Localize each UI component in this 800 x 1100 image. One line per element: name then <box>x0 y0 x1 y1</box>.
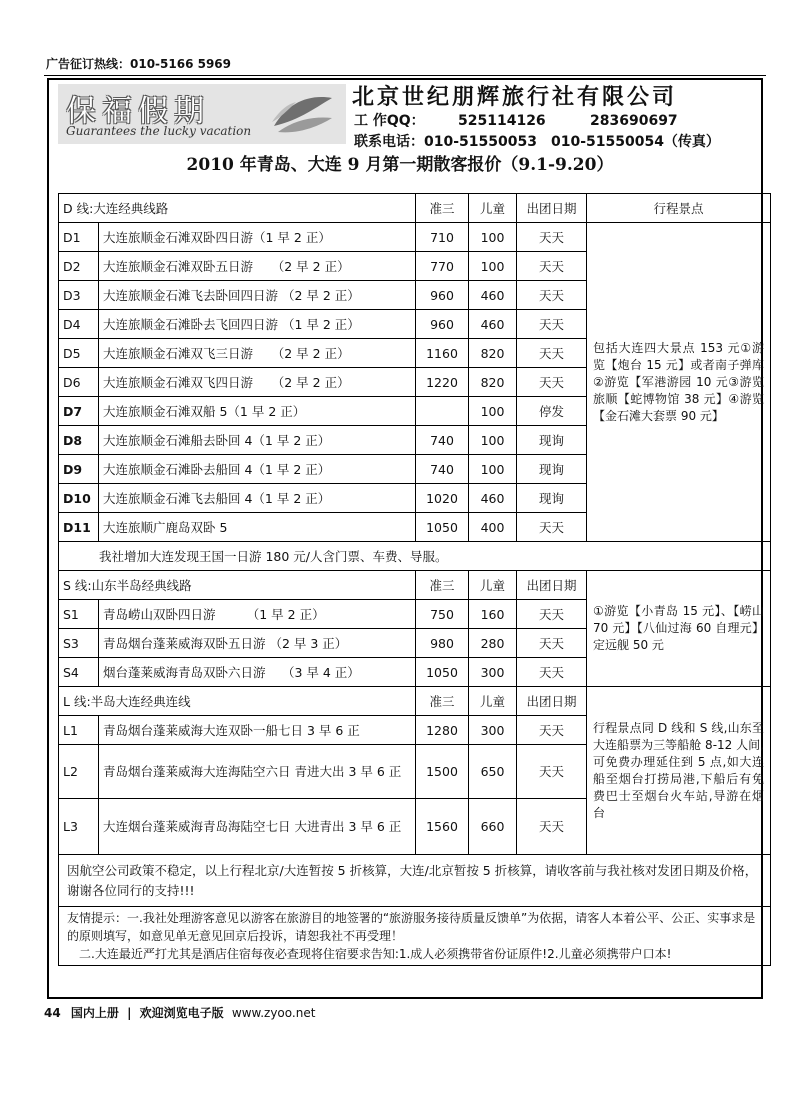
route-price: 1020 <box>416 484 469 513</box>
route-child-price: 460 <box>469 484 517 513</box>
route-date: 天天 <box>517 368 587 397</box>
col-date-header: 出团日期 <box>517 194 587 223</box>
route-name: 青岛崂山双卧四日游 （1 早 2 正） <box>99 600 416 629</box>
route-price: 710 <box>416 223 469 252</box>
col-child-header: 儿童 <box>469 571 517 600</box>
page-number: 44 <box>44 1006 61 1020</box>
route-price: 770 <box>416 252 469 281</box>
route-date: 天天 <box>517 339 587 368</box>
route-child-price: 280 <box>469 629 517 658</box>
logo <box>58 84 346 144</box>
route-date: 现询 <box>517 484 587 513</box>
ad-hotline: 广告征订热线：010-5166 5969 <box>46 57 232 71</box>
route-date: 天天 <box>517 716 587 745</box>
col-child-header: 儿童 <box>469 687 517 716</box>
d-section-header <box>59 194 771 223</box>
route-name: 大连旅顺广鹿岛双卧 5 <box>99 513 416 542</box>
company-name: 北京世纪朋辉旅行社有限公司 <box>352 85 678 110</box>
qq-line <box>354 110 678 130</box>
footer-label: 欢迎浏览电子版 <box>139 1006 224 1020</box>
route-code: D3 <box>59 281 99 310</box>
route-date: 天天 <box>517 799 587 855</box>
logo-chinese-text: 保福假期 <box>66 94 210 129</box>
route-code: L1 <box>59 716 99 745</box>
route-code: D11 <box>59 513 99 542</box>
col-date-header: 出团日期 <box>517 571 587 600</box>
s-section-title: S 线:山东半岛经典线路 <box>59 571 416 600</box>
route-name: 烟台蓬莱威海青岛双卧六日游 （3 早 4 正） <box>99 658 416 687</box>
leaf-logo-icon <box>270 92 336 136</box>
route-code: D10 <box>59 484 99 513</box>
route-name: 大连旅顺金石滩双船 5（1 早 2 正） <box>99 397 416 426</box>
route-date: 现询 <box>517 455 587 484</box>
col-spots-header: 行程景点 <box>587 194 771 223</box>
route-price: 1280 <box>416 716 469 745</box>
s-section-header <box>59 571 771 600</box>
route-code: D1 <box>59 223 99 252</box>
route-code: L3 <box>59 799 99 855</box>
route-date: 天天 <box>517 745 587 799</box>
route-price: 1050 <box>416 658 469 687</box>
route-child-price: 100 <box>469 455 517 484</box>
route-date: 停发 <box>517 397 587 426</box>
qq-label: 工 作QQ： <box>354 113 425 129</box>
route-price: 1560 <box>416 799 469 855</box>
footer-section: 国内上册 <box>70 1006 119 1020</box>
route-price: 740 <box>416 455 469 484</box>
route-code: S4 <box>59 658 99 687</box>
route-child-price: 100 <box>469 397 517 426</box>
col-price-header: 准三 <box>416 194 469 223</box>
price-table <box>58 193 771 966</box>
route-date: 现询 <box>517 426 587 455</box>
route-name: 大连旅顺金石滩双卧五日游 （2 早 2 正） <box>99 252 416 281</box>
route-name: 青岛烟台蓬莱威海双卧五日游 （2 早 3 正） <box>99 629 416 658</box>
route-price: 960 <box>416 310 469 339</box>
route-price: 1500 <box>416 745 469 799</box>
route-date: 天天 <box>517 658 587 687</box>
l-line-spots: 行程景点同 D 线和 S 线,山东至大连船票为三等船舱 8-12 人间,可免费办理延住到 5 点,如大连船至烟台打捞局港,下船后有免费巴士至烟台火车站,导游在烟台 <box>587 687 771 855</box>
route-name: 大连旅顺金石滩卧去飞回四日游 （1 早 2 正） <box>99 310 416 339</box>
route-date: 天天 <box>517 252 587 281</box>
route-code: D9 <box>59 455 99 484</box>
col-price-header: 准三 <box>416 687 469 716</box>
route-price: 750 <box>416 600 469 629</box>
phone-label: 联系电话： <box>354 134 424 150</box>
route-child-price: 460 <box>469 281 517 310</box>
route-date: 天天 <box>517 281 587 310</box>
s-line-spots: ①游览【小青岛 15 元】、【崂山 70 元】【八仙过海 60 自理元】定远舰 50 元 <box>587 571 771 687</box>
l-section-title: L 线:半岛大连经典连线 <box>59 687 416 716</box>
route-name: 大连旅顺金石滩卧去船回 4（1 早 2 正） <box>99 455 416 484</box>
route-code: S3 <box>59 629 99 658</box>
route-price: 1220 <box>416 368 469 397</box>
route-date: 天天 <box>517 513 587 542</box>
page-footer <box>44 1004 315 1021</box>
route-code: D5 <box>59 339 99 368</box>
route-child-price: 100 <box>469 223 517 252</box>
top-rule <box>44 75 766 76</box>
d-section-title: D 线:大连经典线路 <box>59 194 416 223</box>
route-date: 天天 <box>517 223 587 252</box>
route-child-price: 400 <box>469 513 517 542</box>
airline-policy-note: 因航空公司政策不稳定，以上行程北京/大连暂按 5 折核算，大连/北京暂按 5 折核算，请收客前与我社核对发团日期及价格，谢谢各位同行的支持!!! <box>59 855 771 907</box>
qq-number-1: 525114126 <box>458 113 546 129</box>
route-name: 大连旅顺金石滩飞去船回 4（1 早 2 正） <box>99 484 416 513</box>
logo-english-text: Guarantees the lucky vacation <box>66 124 252 138</box>
route-name: 大连旅顺金石滩双卧四日游（1 早 2 正） <box>99 223 416 252</box>
route-name: 大连旅顺金石滩双飞三日游 （2 早 2 正） <box>99 339 416 368</box>
route-child-price: 160 <box>469 600 517 629</box>
route-child-price: 460 <box>469 310 517 339</box>
tips-line-1: 友情提示：一.我社处理游客意见以游客在旅游目的地签署的“旅游服务接待质量反馈单”为依据，请客人本着公平、公正、实事求是的原则填写，如意见单无意见回京后投诉，请恕我社不再受理！ <box>67 911 756 943</box>
route-child-price: 300 <box>469 658 517 687</box>
route-child-price: 820 <box>469 339 517 368</box>
col-price-header: 准三 <box>416 571 469 600</box>
d-extra-note: 我社增加大连发现王国一日游 180 元/人含门票、车费、导服。 <box>59 542 771 571</box>
col-date-header: 出团日期 <box>517 687 587 716</box>
l-section-header <box>59 687 771 716</box>
col-child-header: 儿童 <box>469 194 517 223</box>
phone-line <box>354 131 720 151</box>
route-child-price: 100 <box>469 252 517 281</box>
tips-line-2: 二.大连最近严打尤其是酒店住宿每夜必查现将住宿要求告知:1.成人必须携带省份证原件!2.儿童必须携带户口本! <box>79 947 672 961</box>
route-code: D4 <box>59 310 99 339</box>
route-price: 960 <box>416 281 469 310</box>
footer-note-row <box>59 855 771 907</box>
route-name: 青岛烟台蓬莱威海大连海陆空六日 青进大出 3 早 6 正 <box>99 745 416 799</box>
route-date: 天天 <box>517 310 587 339</box>
route-child-price: 660 <box>469 799 517 855</box>
route-name: 大连旅顺金石滩双飞四日游 （2 早 2 正） <box>99 368 416 397</box>
route-date: 天天 <box>517 629 587 658</box>
d-line-spots: 包括大连四大景点 153 元①游览【炮台 15 元】或者南子弹库②游览【军港游园 10 元③游览旅顺【蛇博物馆 38 元】④游览【金石滩大套票 90 元】 <box>587 223 771 542</box>
route-price: 980 <box>416 629 469 658</box>
fax-number: 010-51550054（传真） <box>550 134 720 150</box>
route-date: 天天 <box>517 600 587 629</box>
route-name: 大连烟台蓬莱威海青岛海陆空七日 大进青出 3 早 6 正 <box>99 799 416 855</box>
route-price: 1160 <box>416 339 469 368</box>
route-price: 740 <box>416 426 469 455</box>
route-price <box>416 397 469 426</box>
route-code: D7 <box>59 397 99 426</box>
page-title: 2010 年青岛、大连 9 月第一期散客报价（9.1-9.20） <box>186 155 614 175</box>
route-child-price: 820 <box>469 368 517 397</box>
route-code: S1 <box>59 600 99 629</box>
route-child-price: 300 <box>469 716 517 745</box>
route-name: 大连旅顺金石滩飞去卧回四日游 （2 早 2 正） <box>99 281 416 310</box>
route-code: L2 <box>59 745 99 799</box>
friendly-tips <box>59 907 771 966</box>
route-price: 1050 <box>416 513 469 542</box>
footer-separator: | <box>127 1006 132 1020</box>
route-code: D6 <box>59 368 99 397</box>
d-extra-row <box>59 542 771 571</box>
tips-row <box>59 907 771 966</box>
route-name: 大连旅顺金石滩船去卧回 4（1 早 2 正） <box>99 426 416 455</box>
route-child-price: 650 <box>469 745 517 799</box>
qq-number-2: 283690697 <box>590 113 678 129</box>
route-code: D2 <box>59 252 99 281</box>
table-row <box>59 223 771 252</box>
route-child-price: 100 <box>469 426 517 455</box>
footer-url[interactable]: www.zyoo.net <box>231 1006 316 1020</box>
route-name: 青岛烟台蓬莱威海大连双卧一船七日 3 早 6 正 <box>99 716 416 745</box>
route-code: D8 <box>59 426 99 455</box>
phone-number-1: 010-51550053 <box>424 134 537 150</box>
